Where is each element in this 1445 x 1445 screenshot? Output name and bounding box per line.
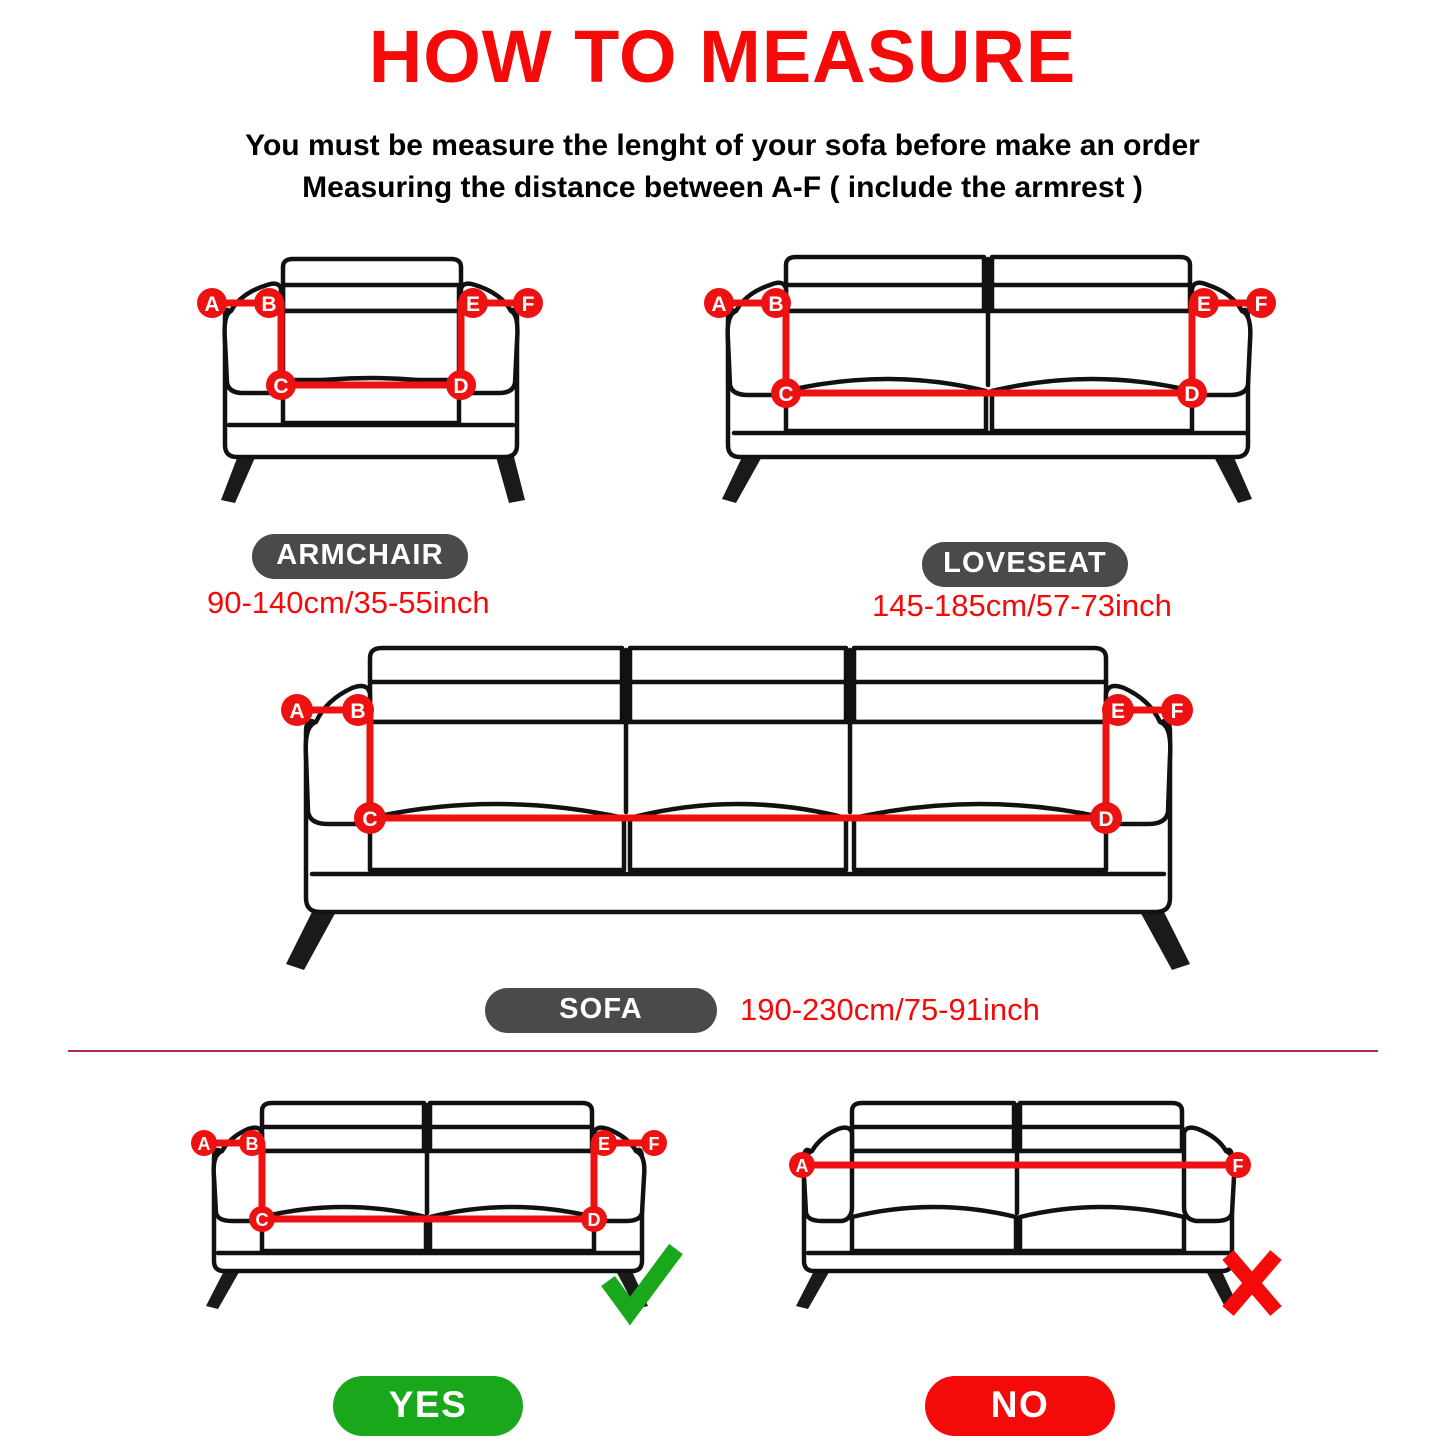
svg-text:F: F (1254, 293, 1268, 316)
measure-point-F (641, 1130, 667, 1156)
section-divider (68, 1050, 1378, 1052)
svg-text:B: B (261, 293, 277, 316)
svg-text:E: E (1110, 700, 1126, 723)
measure-point-C (354, 802, 386, 834)
measure-point-F (1225, 1152, 1251, 1178)
measure-point-C (249, 1206, 275, 1232)
armchair-figure (195, 245, 545, 520)
loveseat-label: LOVESEAT (922, 542, 1128, 587)
measure-point-D (581, 1206, 607, 1232)
svg-text:D: D (1184, 383, 1200, 406)
measure-point-B (239, 1130, 265, 1156)
loveseat-dimension: 145-185cm/57-73inch (872, 588, 1172, 623)
measure-point-D (1177, 378, 1207, 408)
measure-point-B (342, 694, 374, 726)
svg-text:F: F (648, 1134, 660, 1154)
measure-point-E (1189, 288, 1219, 318)
subtitle-line-1: You must be measure the lenght of your sofa before make an order (245, 129, 1200, 162)
measure-point-D (1090, 802, 1122, 834)
svg-text:B: B (768, 293, 784, 316)
svg-text:D: D (1098, 808, 1114, 831)
measure-point-A (281, 694, 313, 726)
svg-text:B: B (245, 1134, 259, 1154)
measure-point-A (704, 288, 734, 318)
svg-text:B: B (350, 700, 366, 723)
measure-point-B (254, 288, 284, 318)
measure-point-F (513, 288, 543, 318)
svg-text:C: C (273, 375, 289, 398)
loveseat-figure (700, 245, 1280, 520)
sofa-dimension: 190-230cm/75-91inch (740, 992, 1040, 1027)
svg-text:F: F (521, 293, 535, 316)
svg-text:A: A (204, 293, 220, 316)
svg-text:A: A (795, 1156, 809, 1176)
measure-point-A (191, 1130, 217, 1156)
cross-mark-icon (1228, 1255, 1276, 1311)
measure-point-F (1161, 694, 1193, 726)
correct-example-figure (190, 1095, 670, 1325)
svg-text:F: F (1170, 700, 1184, 723)
sofa-figure (278, 640, 1198, 985)
svg-text:A: A (289, 700, 305, 723)
measure-point-E (458, 288, 488, 318)
page-title: HOW TO MEASURE (368, 15, 1077, 98)
measure-point-E (591, 1130, 617, 1156)
measure-point-C (266, 370, 296, 400)
sofa-label: SOFA (485, 988, 717, 1033)
measure-point-C (771, 378, 801, 408)
measure-point-D (446, 370, 476, 400)
svg-text:E: E (1196, 293, 1212, 316)
armchair-dimension: 90-140cm/35-55inch (207, 585, 490, 620)
no-badge: NO (925, 1376, 1115, 1436)
svg-text:C: C (778, 383, 794, 406)
subtitle-line-2: Measuring the distance between A-F ( include the armrest ) (302, 171, 1143, 204)
yes-badge: YES (333, 1376, 523, 1436)
svg-text:D: D (587, 1210, 601, 1230)
measure-point-A (789, 1152, 815, 1178)
svg-text:F: F (1232, 1156, 1244, 1176)
armchair-label: ARMCHAIR (252, 534, 468, 579)
svg-text:E: E (465, 293, 481, 316)
incorrect-example-figure (780, 1095, 1260, 1325)
measure-point-A (197, 288, 227, 318)
svg-text:C: C (255, 1210, 269, 1230)
svg-text:A: A (711, 293, 727, 316)
measure-point-B (761, 288, 791, 318)
svg-text:C: C (362, 808, 378, 831)
svg-text:D: D (453, 375, 469, 398)
svg-text:E: E (597, 1134, 611, 1154)
measure-point-F (1246, 288, 1276, 318)
svg-text:A: A (197, 1134, 211, 1154)
measure-point-E (1102, 694, 1134, 726)
